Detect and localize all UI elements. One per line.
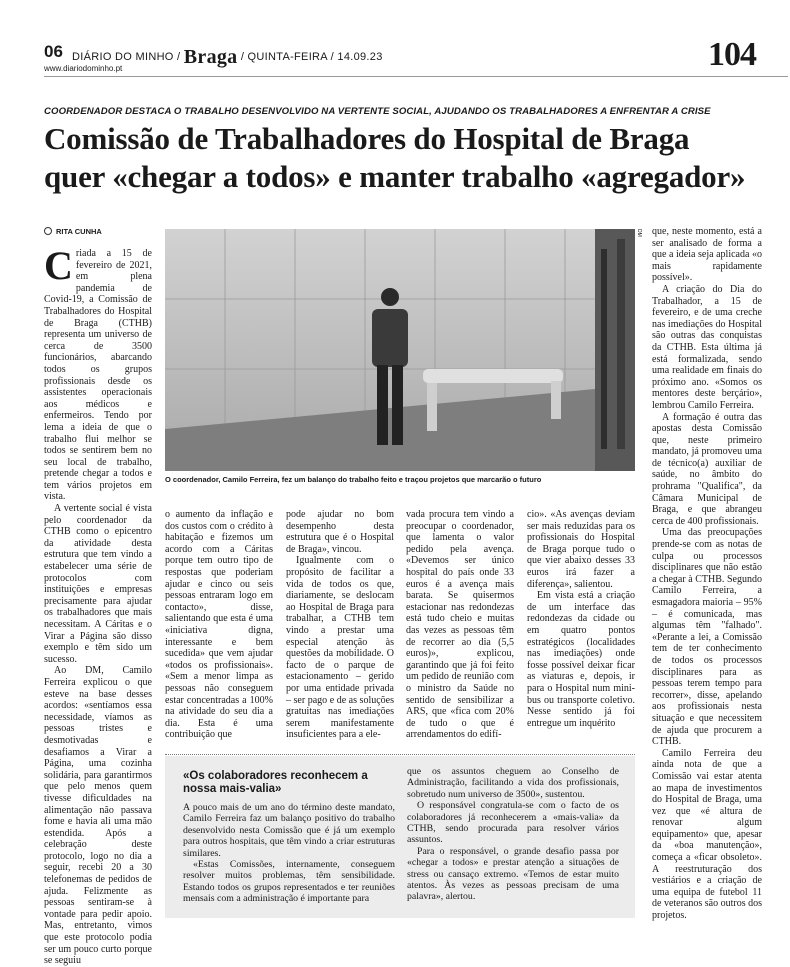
article-column-5 [527, 509, 635, 729]
paragraph: que os assuntos cheguem ao Conselho de Administração, facilitando a vida dos profissionais, sobretudo num universo de 3500», sustentou. [407, 766, 619, 800]
photo-credit: DM [636, 229, 642, 237]
article-headline [44, 120, 774, 196]
article-photo [165, 229, 635, 471]
page-number: 06 [44, 42, 63, 61]
paragraph: o aumento da inflação e dos custos com o crédito à habitação e fizemos um acordo com a Cáritas porque tem outro tipo de respostas que poderiam ajudar e cinco ou seis pessoas entraram logo em contacto», disse, salientando que esta é uma «iniciativa digna, interessante e bem sucedida» que vem ajudar «todos os profissionais». «Sem a menor limpa as pessoas não conseguem estar concentradas a 100% na atividade do seu dia a dia. Esta é uma contribuição que [165, 509, 273, 741]
author-byline [44, 227, 102, 236]
article-kicker: COORDENADOR DESTACA O TRABALHO DESENVOLVIDO NA VERTENTE SOCIAL, AJUDANDO OS TRABALHADORES A ENFRENTAR A CRISE [44, 106, 711, 117]
paragraph: que, neste momento, está a ser analisado de forma a que a ideia seja aplicada «o mais rapidamente possível». [652, 226, 762, 284]
article-column-4 [406, 509, 514, 741]
article-column-2 [165, 509, 273, 741]
newspaper-name: DIÁRIO DO MINHO / [72, 51, 181, 63]
paragraph: Camilo Ferreira deu ainda nota de que a Comissão vai estar atenta ao mapa de investimentos do Hospital de Braga, uma vez que «é altura de renovar algum equipamento» que, apesar da «boa manutenção», começa a «ficar obsoleto». A reestruturação dos vestiários e a criação de uma equipa de futebol 11 de veteranos são outros dos projetos. [652, 747, 762, 922]
drop-cap: C [44, 243, 73, 288]
photo-caption: O coordenador, Camilo Ferreira, fez um balanço do trabalho feito e traçou projetos que marcarão o futuro [165, 475, 542, 484]
paragraph: A pouco mais de um ano do término deste mandato, Camilo Ferreira faz um balanço positivo do trabalho desenvolvido nesta Comissão que é já um exemplo para outros hospitais, que têm vindo a criar estruturas similares. [183, 802, 395, 859]
paragraph: «Estas Comissões, internamente, conseguem resolver muitos problemas, têm sensibilidade. Estando todos os grupos representados e ter reuniões mensais com a administração é importante para [183, 859, 395, 905]
website-link[interactable]: www.diariodominho.pt [44, 64, 123, 73]
paragraph: Criada a 15 de fevereiro de 2021, em plena pandemia de Covid-19, a Comissão de Trabalhadores do Hospital de Braga (CTHB) representa um universo de cerca de 3500 funcionários, abarcando todos os grupos profissionais desde os assistentes operacionais aos médicos e enfermeiros. Tendo por lema a ideia de que o trabalho flui melhor se todos se sentirem bem no seu local de trabalho, pretende chegar a todos e tem vários projetos em vista. [44, 243, 152, 503]
logo-104: 104 [708, 36, 756, 73]
paragraph: cio». «As avenças deviam ser mais reduzidas para os profissionais do Hospital de Braga porque tudo o que vier abaixo desses 33 euros irá fazer a diferença», salientou. [527, 509, 635, 590]
page-header [44, 36, 764, 80]
sidebar-box [165, 756, 635, 918]
headline-line-2: quer «chegar a todos» e manter trabalho «agregador» [44, 159, 746, 194]
paragraph: Igualmente com o propósito de facilitar a vida de todos os que, diariamente, se deslocam ao Hospital de Braga para trabalhar, a CTHB tem vindo a prestar uma especial atenção às questões da mobilidade. O facto de o parque de estacionamento – gerido por uma entidade privada – ser pago e de as soluções gratuitas nas imediações serem manifestamente insuficientes para a ele- [286, 555, 394, 741]
paragraph: A vertente social é vista pelo coordenador da CTHB como o epicentro da atividade desta estrutura que tem vindo a estabelecer uma série de protocolos com instituições e empresas precisamente para ajudar os trabalhadores que mais necessitam. A Cáritas e o Virar a Página são disso exemplo e têm sido um sucesso. [44, 503, 152, 665]
header-divider [44, 76, 788, 77]
sidebar-title: «Os colaboradores reconhecem a nossa mais-valia» [183, 770, 368, 795]
paragraph: Para o responsável, o grande desafio passa por «chegar a todos» e prestar atenção a situações de stress ou cansaço extremo. «Temos de estar muito atentos. Às vezes as pessoas precisam de uma palavra», alertou. [407, 845, 619, 903]
headline-line-1: Comissão de Trabalhadores do Hospital de Braga [44, 121, 690, 156]
paragraph: pode ajudar no bom desempenho desta estrutura que é o Hospital de Braga», vincou. [286, 509, 394, 555]
article-column-3 [286, 509, 394, 741]
author-icon [44, 227, 52, 235]
author-name: RITA CUNHA [56, 227, 102, 236]
article-column-1 [44, 243, 152, 967]
photo-image [165, 229, 635, 471]
paragraph: Em vista está a criação de um interface das redondezas da cidade ou em quatro pontos estratégicos (localidades nas imediações) onde fosse possível deixar ficar as viaturas e, depois, ir para o Hospital num mini-bus ou transporte coletivo. Nesse sentido já foi entregue um inquérito [527, 590, 635, 729]
article-column-6 [652, 226, 762, 922]
paragraph: Ao DM, Camilo Ferreira explicou o que esteve na base desses acordos: «sentíamos essa necessidade, víamos as pessoas tristes e desmotivadas e desafiamos a Virar a Página, uma cozinha solidária, para garantirmos que pelo menos quem tivesse dificuldades na alimentação não passava fome e havia ali uma mão estendida. Após a celebração deste protocolo, logo no dia a seguir, recebi 20 a 30 telefonemas de pedidos de ajuda. Felizmente as pessoas sentiram-se à vontade para pedir apoio. Mas, entretanto, vimos que este protocolo podia ser um pouco curto porque se seguiu [44, 665, 152, 967]
paragraph: O responsável congratula-se com o facto de os colaboradores já reconhecerem a «mais-valia» da CTHB, sendo procurada para resolver vários assuntos. [407, 800, 619, 846]
paragraph: Uma das preocupações prende-se com as notas de culpa ou processos disciplinares que não estão a chegar à CTHB. Segundo Camilo Ferreira, a esmagadora maioria – 95% – é comunicada, mas algumas têm "falhado". «Perante a lei, a Comissão tem de ter conhecimento de todos os processos disciplinares para as pessoas terem tempo para recorrer», disse, apelando aos profissionais nesta situação e que necessitem de ajuda que procurem a CTHB. [652, 527, 762, 748]
date-line: / QUINTA-FEIRA / 14.09.23 [240, 51, 383, 63]
paragraph: A criação do Dia do Trabalhador, a 15 de fevereiro, e de uma creche nas imediações do Hospital são outras das conquistas da CTHB. Esta última já está formalizada, sendo uma realidade em finais do próximo ano. «Somos os mentores deste berçário», lembrou Camilo Ferreira. [652, 283, 762, 411]
section-city: Braga [183, 46, 238, 68]
sidebar-column-right [407, 766, 619, 903]
paragraph: A formação é outra das apostas desta Comissão que, neste primeiro mandato, já promoveu uma de técnico(a) auxiliar de saúde, no âmbito do prohrama "Qualifica", da Câmara Municipal de Braga, e que abrangeu cerca de 400 profissionais. [652, 411, 762, 527]
paragraph: vada procura tem vindo a preocupar o coordenador, que lamenta o valor pedido pela avença. «Devemos ser único hospital do país onde 33 euros é a avença mais barata. Se quisermos estacionar nas redondezas está tudo cheio e muitas das vezes as pessoas têm de recorrer ao dia (5,5 euros)», explicou, garantindo que já foi feito um pedido de reunião com o ministro da Saúde no sentido de sensibilizar a ARS, que «fica com 20% de tudo o que é arrendamentos do edifí- [406, 509, 514, 741]
sidebar-divider [165, 754, 635, 755]
sidebar-column-left [183, 802, 395, 905]
